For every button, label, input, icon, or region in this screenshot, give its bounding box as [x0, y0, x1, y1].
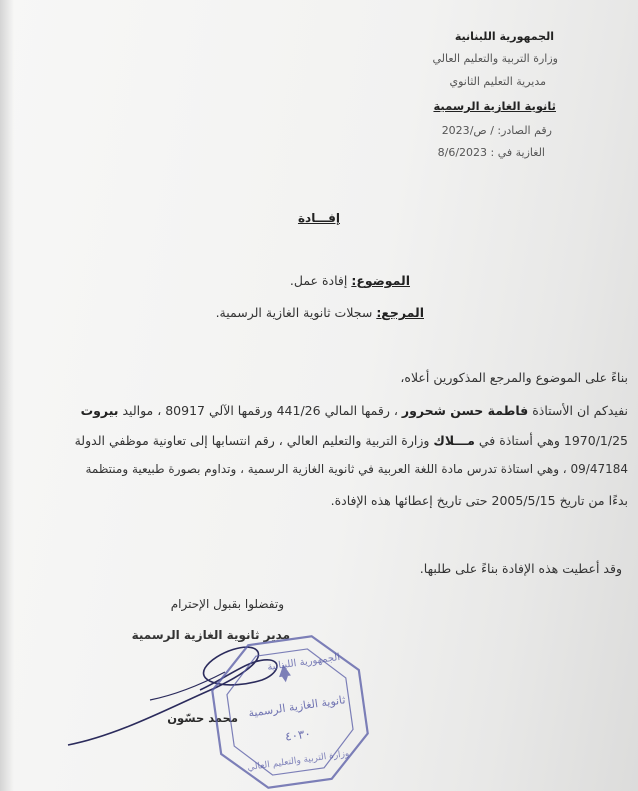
- signer-name: محمد حسّون: [167, 711, 238, 725]
- status-word: مـــلاك: [433, 433, 475, 448]
- page-title: إفـــادة: [297, 211, 340, 225]
- body-closing: وقد أعطيت هذه الإفادة بناءً على طلبها.: [419, 561, 622, 576]
- body-line-4: بدءًا من تاريخ 2005/5/15 حتى تاريخ إعطائها هذه الإفادة.: [330, 493, 628, 508]
- body-line-3: 09/47184 ، وهي استاذة تدرس مادة اللغة العربية في ثانوية الغازية الرسمية ، وتداوم بصورة طبيعية ومنتظمة: [85, 462, 628, 476]
- stamp-top-text: الجمهورية اللبنانية: [266, 651, 341, 674]
- header-school: ثانوية الغازية الرسمية: [433, 99, 556, 113]
- birth-place: بيروت: [80, 403, 119, 418]
- line1-post: ، رقمها المالي 441/26 ورقمها الآلي 80917 ، مواليد: [122, 403, 398, 418]
- signer-role: مدير ثانوية الغازية الرسمية: [131, 628, 290, 642]
- stamp-code: ٤٠٣٠: [284, 726, 312, 744]
- body-intro: بناءً على الموضوع والمرجع المذكورين أعلاه،: [400, 370, 628, 385]
- line2-pre: 1970/1/25 وهي أستاذة في: [478, 433, 628, 448]
- header-republic: الجمهورية اللبنانية: [454, 30, 554, 43]
- reference-label: المرجع:: [376, 305, 424, 320]
- header-ministry: وزارة التربية والتعليم العالي: [432, 52, 558, 65]
- teacher-name: فاطمة حسن شحرور: [401, 403, 529, 418]
- line1-pre: نفيدكم ان الأستاذة: [532, 403, 628, 418]
- stamp-bottom-text: وزارة التربية والتعليم العالي: [247, 748, 351, 774]
- header-date: الغازية في : 8/6/2023: [437, 146, 545, 159]
- regards-line: وتفضلوا بقبول الإحترام: [170, 597, 284, 611]
- header-directorate: مديرية التعليم الثانوي: [449, 75, 546, 88]
- subject-label: الموضوع:: [351, 273, 410, 288]
- line2-post: وزارة التربية والتعليم العالي ، رقم انتسابها إلى تعاونية موظفي الدولة: [74, 433, 430, 448]
- stamp-middle-text: ثانوية الغازية الرسمية: [247, 693, 347, 720]
- reference-text: سجلات ثانوية الغازية الرسمية.: [215, 305, 373, 320]
- subject-text: إفادة عمل.: [289, 273, 348, 288]
- header-ref-number: رقم الصادر: / ص/2023: [441, 124, 552, 137]
